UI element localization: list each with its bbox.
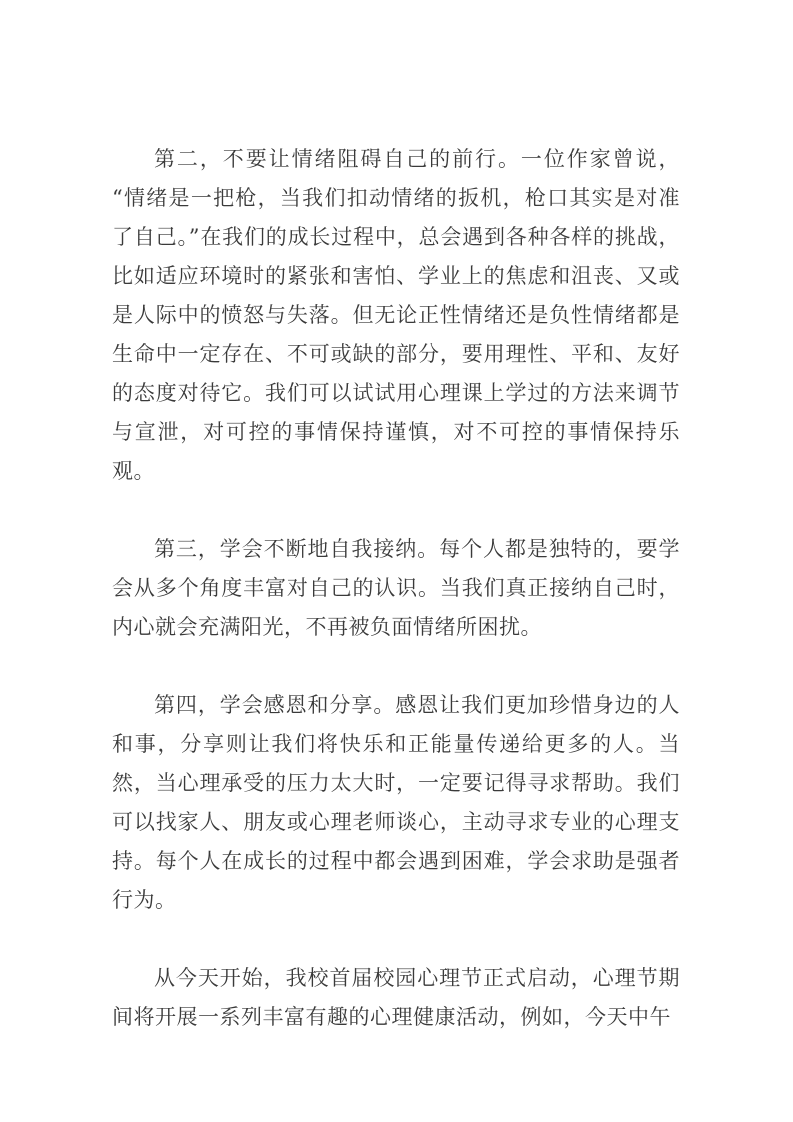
document-body — [112, 140, 680, 1037]
paragraph-second-point: 第二，不要让情绪阻碍自己的前行。一位作家曾说，“情绪是一把枪，当我们扣动情绪的扳机，枪口其实是对准了自己。”在我们的成长过程中，总会遇到各种各样的挑战，比如适应环境时的紧张和害怕、学业上的焦虑和沮丧、又或是人际中的愤怒与失落。但无论正性情绪还是负性情绪都是生命中一定存在、不可或缺的部分，要用理性、平和、友好的态度对待它。我们可以试试用心理课上学过的方法来调节与宣泄，对可控的事情保持谨慎，对不可控的事情保持乐观。 — [112, 147, 680, 483]
paragraph-fourth-point: 第四，学会感恩和分享。感恩让我们更加珍惜身边的人和事，分享则让我们将快乐和正能量传递给更多的人。当然，当心理承受的压力太大时，一定要记得寻求帮助。我们可以找家人、朋友或心理老师谈心，主动寻求专业的心理支持。每个人在成长的过程中都会遇到困难，学会求助是强者行为。 — [112, 693, 680, 912]
paragraph-third-point: 第三，学会不断地自我接纳。每个人都是独特的，要学会从多个角度丰富对自己的认识。当我们真正接纳自己时，内心就会充满阳光，不再被负面情绪所困扰。 — [112, 537, 680, 639]
paragraph-closing: 从今天开始，我校首届校园心理节正式启动，心理节期间将开展一系列丰富有趣的心理健康活动，例如，今天中午 — [112, 966, 680, 1029]
